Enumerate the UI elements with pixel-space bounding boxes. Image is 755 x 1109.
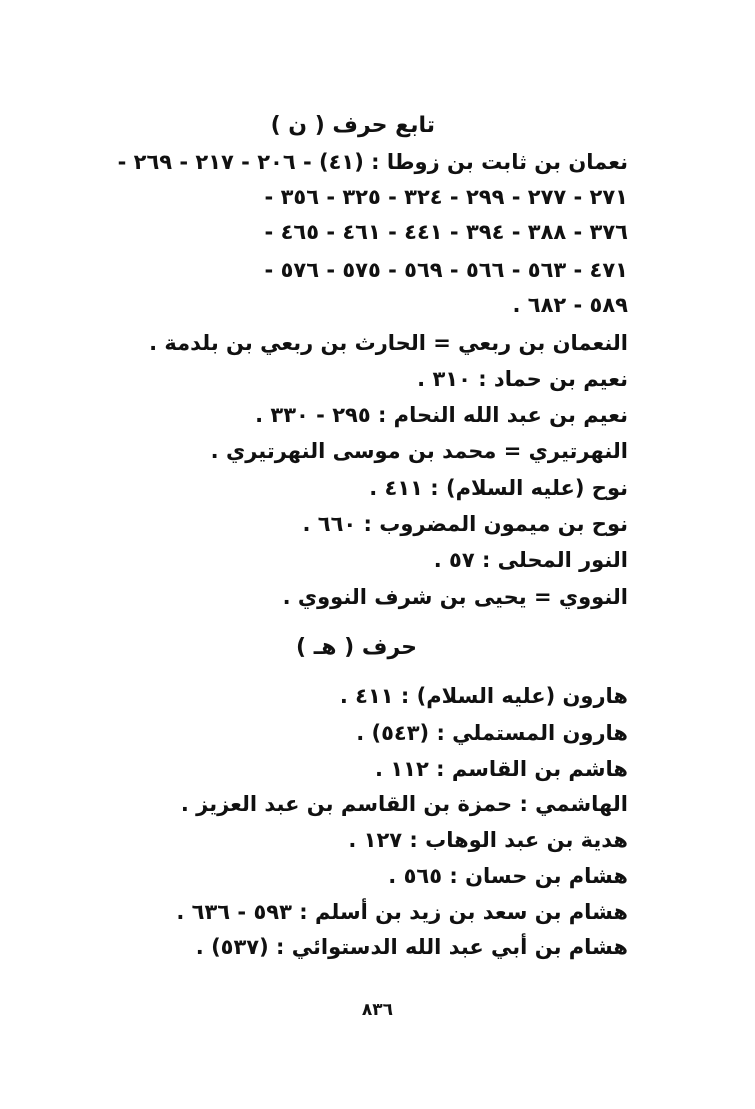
index-entry: النهرتيري = محمد بن موسى النهرتيري . [210,439,628,463]
entry-numan-line-2: ٢٧١ - ٢٧٧ - ٢٩٩ - ٣٢٤ - ٣٢٥ - ٣٥٦ - [264,185,628,209]
index-entry: نعيم بن حماد : ٣١٠ . [417,367,628,391]
index-entry: نعيم بن عبد الله النحام : ٢٩٥ - ٣٣٠ . [255,403,628,427]
section-title-ha: حرف ( هـ ) [296,635,417,660]
index-entry: النووي = يحيى بن شرف النووي . [282,585,628,609]
index-entry: نوح بن ميمون المضروب : ٦٦٠ . [302,512,628,536]
entry-numan-line-5: ٥٨٩ - ٦٨٢ . [512,293,628,317]
index-entry: هاشم بن القاسم : ١١٢ . [375,757,628,781]
entry-numan-line-3: ٣٧٦ - ٣٨٨ - ٣٩٤ - ٤٤١ - ٤٦١ - ٤٦٥ - [264,220,628,244]
index-entry: هدية بن عبد الوهاب : ١٢٧ . [348,828,628,852]
index-entry: هشام بن حسان : ٥٦٥ . [388,864,628,888]
entry-numan-line-1: نعمان بن ثابت بن زوطا : (٤١) - ٢٠٦ - ٢١٧ - ٢٦٩ - [117,150,628,174]
index-entry: نوح (عليه السلام) : ٤١١ . [369,476,628,500]
index-entry: النور المحلى : ٥٧ . [433,548,628,572]
index-entry: هشام بن أبي عبد الله الدستوائي : (٥٣٧) . [195,935,628,959]
index-entry: هشام بن سعد بن زيد بن أسلم : ٥٩٣ - ٦٣٦ . [176,900,628,924]
index-entry: النعمان بن ربعي = الحارث بن ربعي بن بلدمة . [149,331,628,355]
index-entry: هارون (عليه السلام) : ٤١١ . [339,684,628,708]
section-title-nun-continued: تابع حرف ( ن ) [270,113,435,138]
index-entry: الهاشمي : حمزة بن القاسم بن عبد العزيز . [180,792,628,816]
index-entry: هارون المستملي : (٥٤٣) . [356,721,628,745]
entry-numan-line-4: ٤٧١ - ٥٦٣ - ٥٦٦ - ٥٦٩ - ٥٧٥ - ٥٧٦ - [264,258,628,282]
page-number: ٨٣٦ [361,1000,394,1020]
